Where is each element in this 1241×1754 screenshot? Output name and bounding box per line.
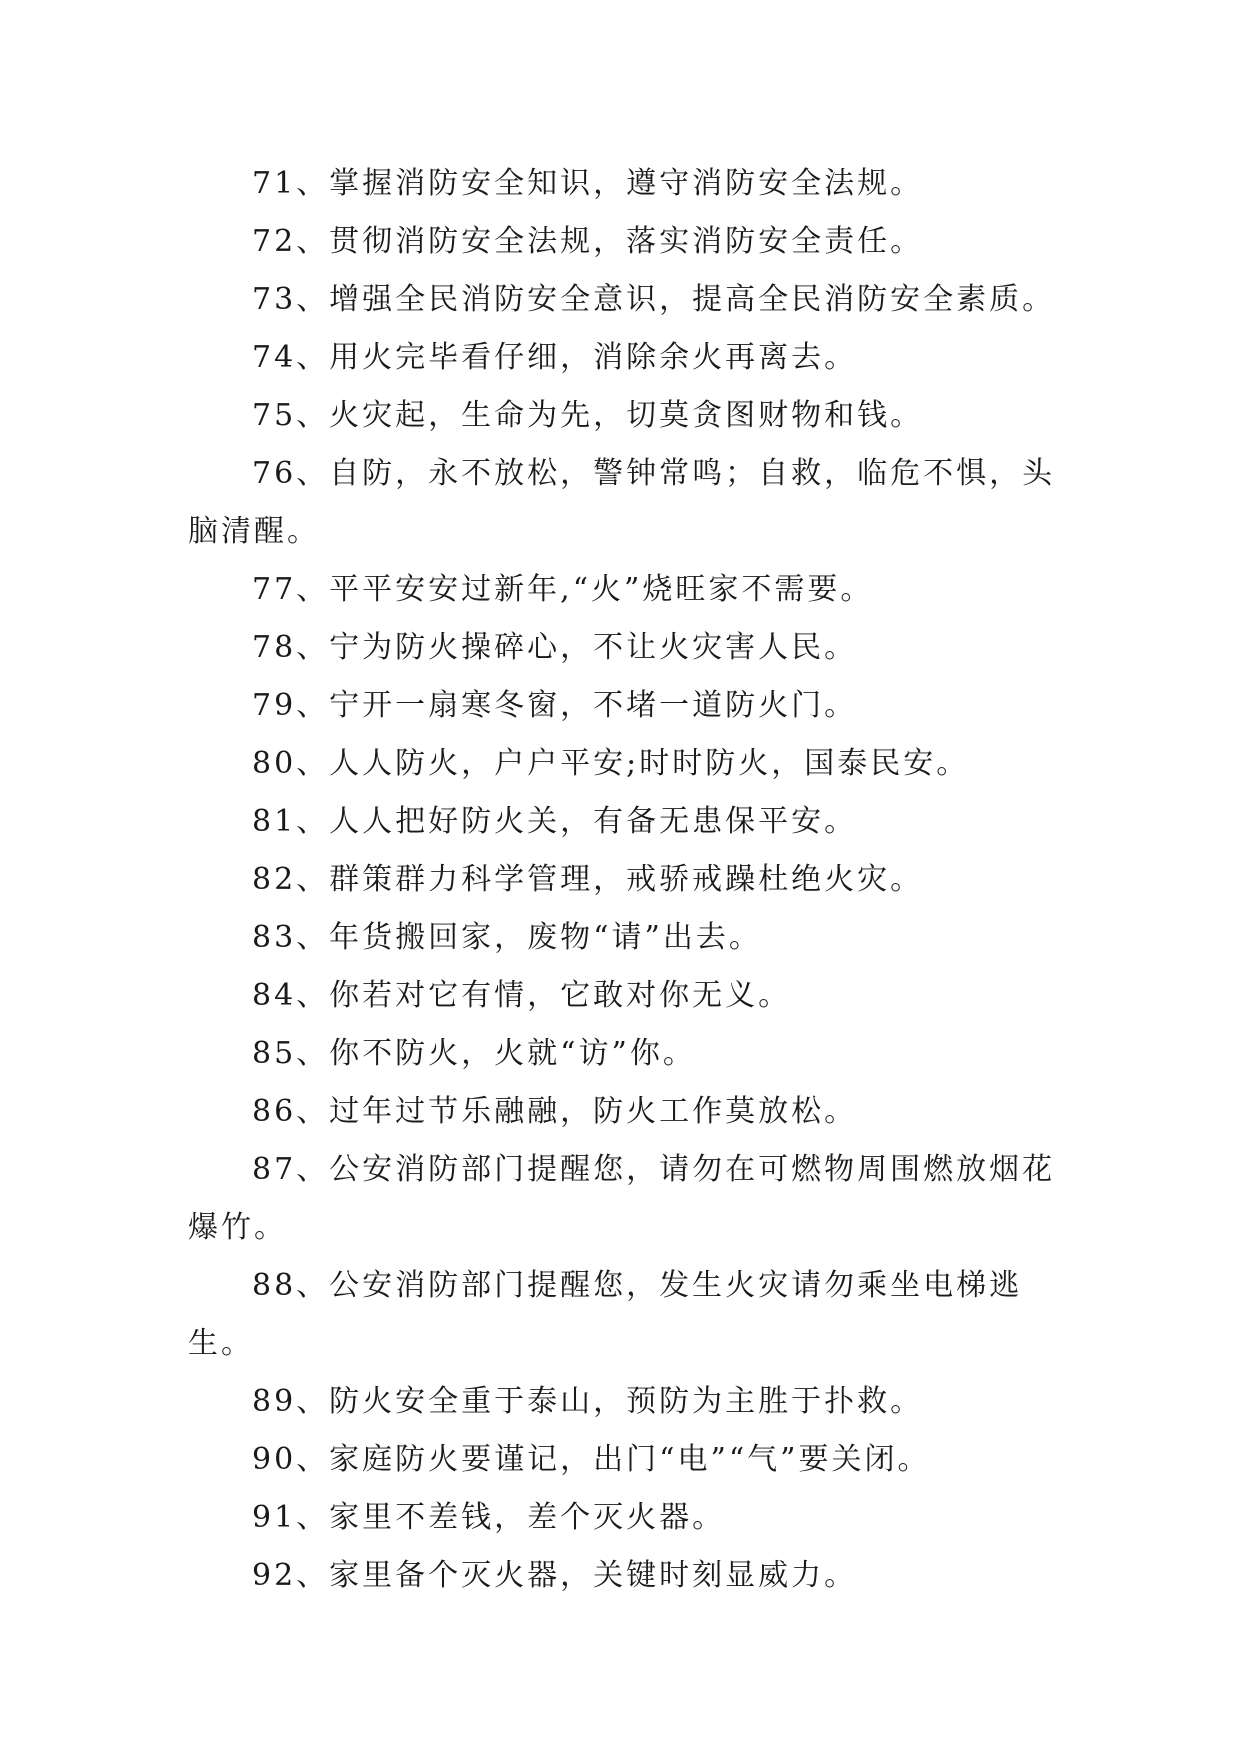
list-item: 89、防火安全重于泰山，预防为主胜于扑救。 xyxy=(252,1384,924,1419)
list-item: 78、宁为防火操碎心，不让火灾害人民。 xyxy=(252,630,858,665)
list-item: 83、年货搬回家，废物“请”出去。 xyxy=(252,920,762,955)
list-item: 92、家里备个灭火器，关键时刻显威力。 xyxy=(252,1558,858,1593)
list-item: 87、公安消防部门提醒您，请勿在可燃物周围燃放烟花爆竹。 xyxy=(188,1152,1056,1245)
list-item: 73、增强全民消防安全意识，提高全民消防安全素质。 xyxy=(252,282,1056,317)
list-item: 71、掌握消防安全知识，遵守消防安全法规。 xyxy=(252,166,924,201)
list-item: 91、家里不差钱，差个灭火器。 xyxy=(252,1500,726,1535)
list-item: 81、人人把好防火关，有备无患保平安。 xyxy=(252,804,858,839)
list-item: 75、火灾起，生命为先，切莫贪图财物和钱。 xyxy=(252,398,924,433)
list-item: 77、平平安安过新年,“火”烧旺家不需要。 xyxy=(252,572,874,607)
list-item: 72、贯彻消防安全法规，落实消防安全责任。 xyxy=(252,224,924,259)
slogan-list xyxy=(188,155,1078,1605)
list-item: 84、你若对它有情，它敢对你无义。 xyxy=(252,978,792,1013)
list-item: 79、宁开一扇寒冬窗，不堵一道防火门。 xyxy=(252,688,858,723)
list-item: 74、用火完毕看仔细，消除余火再离去。 xyxy=(252,340,858,375)
list-item: 85、你不防火，火就“访”你。 xyxy=(252,1036,696,1071)
list-item: 76、自防，永不放松，警钟常鸣；自救，临危不惧，头脑清醒。 xyxy=(188,456,1056,549)
list-item: 86、过年过节乐融融，防火工作莫放松。 xyxy=(252,1094,858,1129)
list-item: 88、公安消防部门提醒您，发生火灾请勿乘坐电梯逃生。 xyxy=(188,1268,1023,1361)
list-item: 82、群策群力科学管理，戒骄戒躁杜绝火灾。 xyxy=(252,862,924,897)
list-item: 90、家庭防火要谨记，出门“电”“气”要关闭。 xyxy=(252,1442,931,1477)
list-item: 80、人人防火，户户平安;时时防火，国泰民安。 xyxy=(252,746,970,781)
